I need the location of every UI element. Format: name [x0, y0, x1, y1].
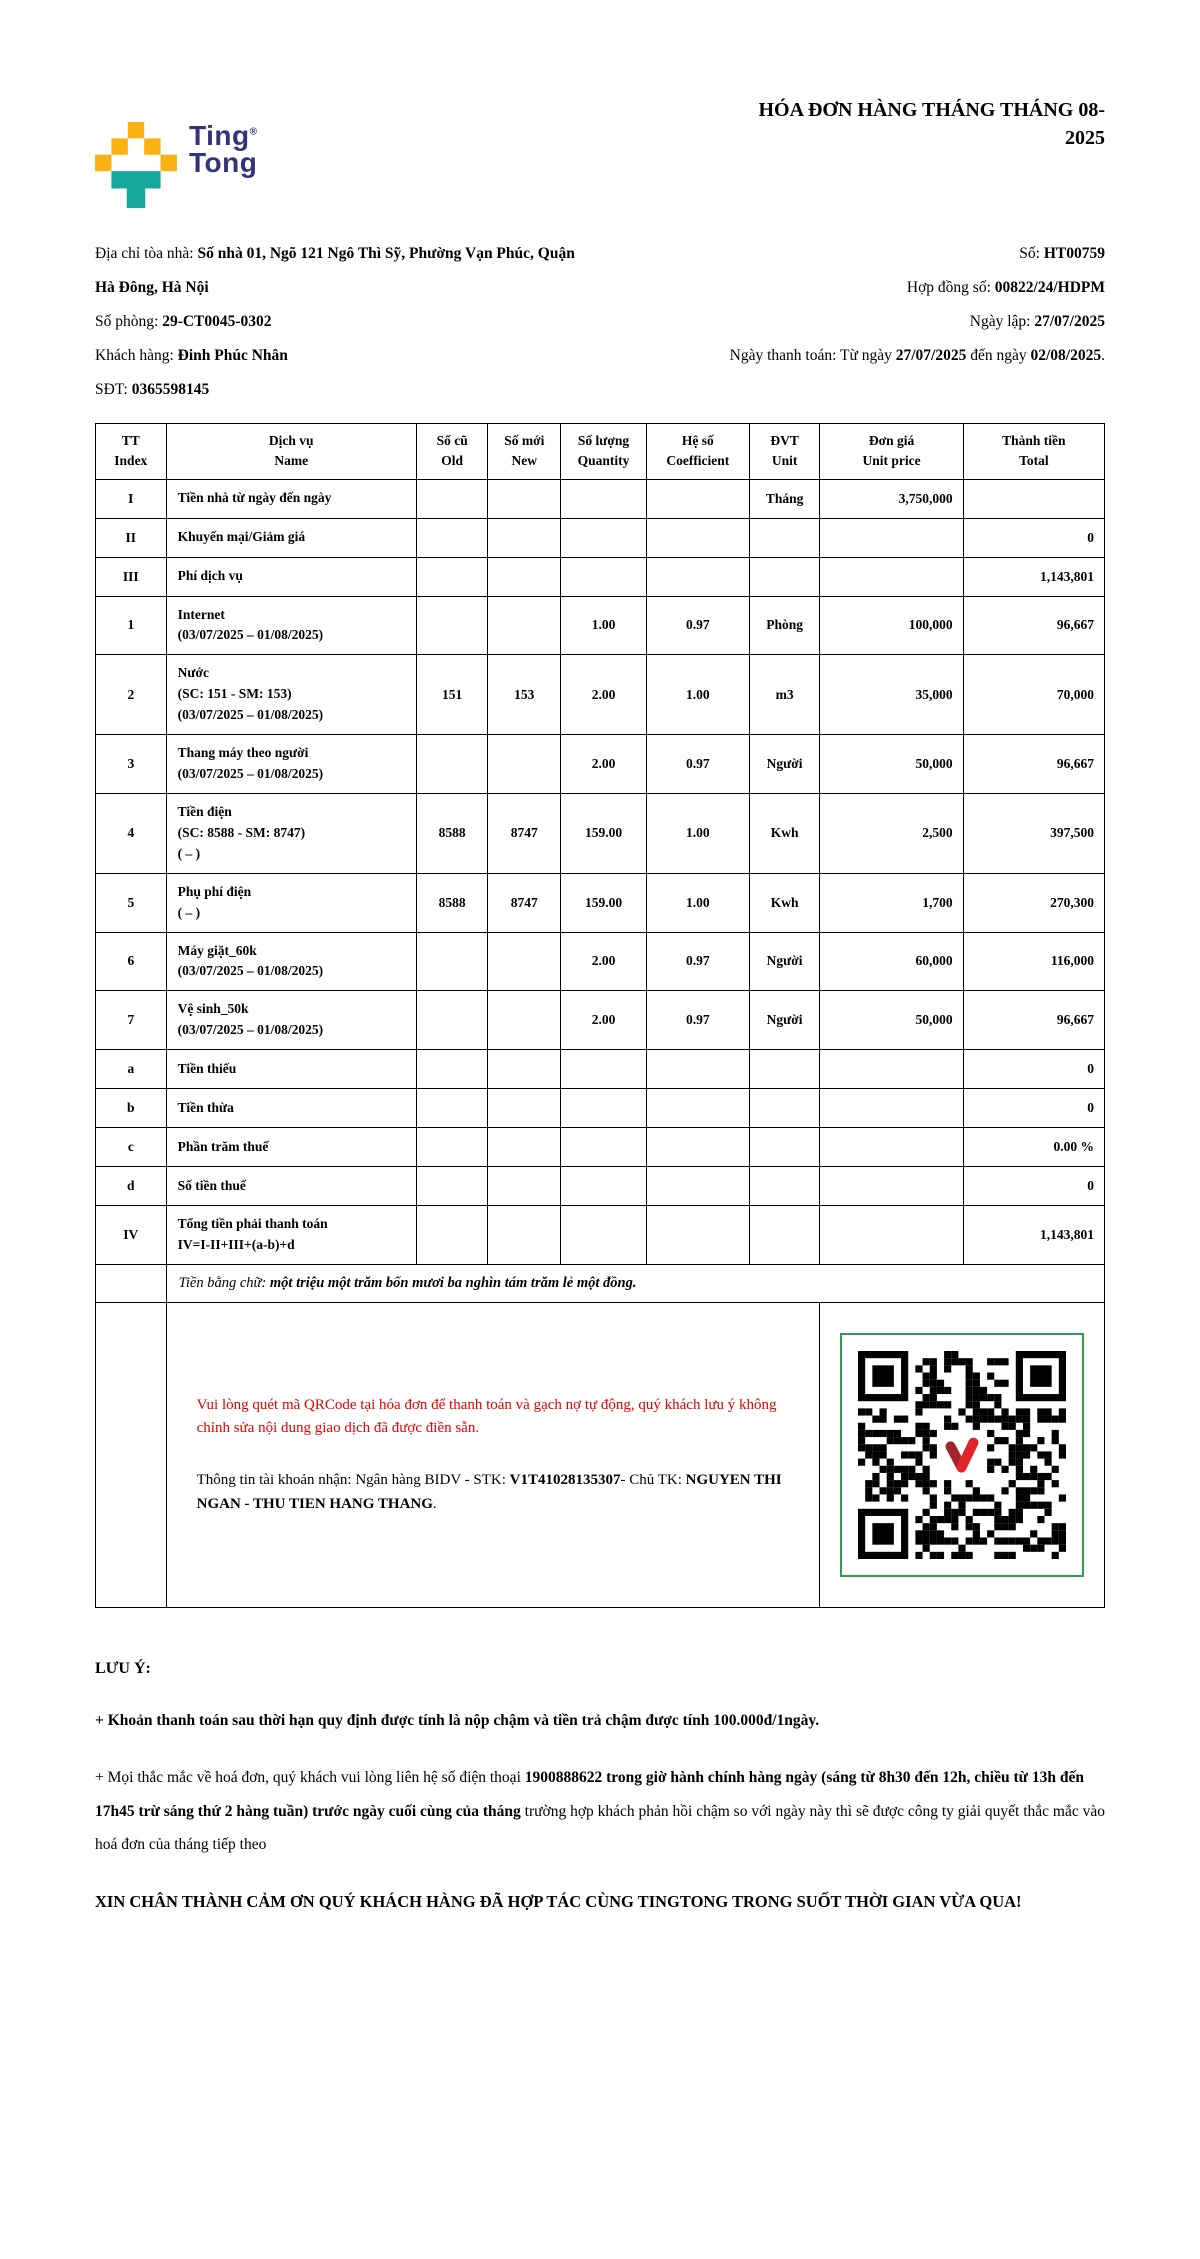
unit-price: 50,000 — [820, 991, 963, 1050]
text-run: 02/08/2025 — [1030, 347, 1102, 364]
unit-price — [820, 1128, 963, 1167]
coefficient: 0.97 — [646, 735, 749, 794]
row-index: 3 — [96, 735, 167, 794]
table-row — [96, 991, 1105, 1050]
service-name-line: Thang máy theo người — [177, 745, 309, 761]
line-total: 0 — [963, 1167, 1104, 1206]
invoice-title: HÓA ĐƠN HÀNG THÁNG THÁNG 08-2025 — [758, 99, 1105, 149]
service-name-line: ( – ) — [177, 904, 201, 920]
header-index: TT Index — [96, 424, 167, 480]
quantity: 159.00 — [561, 873, 647, 932]
service-name — [166, 655, 416, 735]
service-name-line: (03/07/2025 – 01/08/2025) — [177, 707, 324, 723]
service-name-line: Vệ sinh_50k — [177, 1001, 249, 1017]
service-name — [166, 932, 416, 991]
text-run: + Mọi thắc mắc về hoá đơn, quý khách vui lòng liên hệ số điện thoại — [95, 1769, 525, 1787]
quantity — [561, 557, 647, 596]
unit: Phòng — [749, 596, 820, 655]
unit: Kwh — [749, 793, 820, 873]
table-row — [96, 1128, 1105, 1167]
text-run: 27/07/2025 — [895, 347, 967, 364]
invoice-info-right — [587, 237, 1105, 407]
header-coefficient: Hệ số Coefficient — [646, 424, 749, 480]
unit-price: 50,000 — [820, 735, 963, 794]
old-reading — [416, 518, 488, 557]
text-run: . — [432, 1496, 437, 1513]
header-total: Thành tiền Total — [963, 424, 1104, 480]
registered-mark: ® — [249, 126, 258, 138]
issue-date-line: Ngày lập: 27/07/2025 — [969, 313, 1105, 330]
qr-scan-note: Vui lòng quét mã QRCode tại hóa đơn để thanh toán và gạch nợ tự động, quý khách lưu ý không chỉnh sửa nội dung giao dịch đã được điền sẵn. — [196, 1396, 777, 1437]
service-name — [166, 793, 416, 873]
payment-date-line — [587, 339, 1105, 373]
new-reading: 8747 — [488, 793, 561, 873]
contract-number-line: Hợp đồng số: 00822/24/HDPM — [906, 279, 1105, 296]
unit-price — [820, 1167, 963, 1206]
header-quantity: Số lượng Quantity — [561, 424, 647, 480]
coefficient: 1.00 — [646, 655, 749, 735]
room-number-line: Số phòng: 29-CT0045-0302 — [95, 313, 272, 330]
new-reading — [488, 991, 561, 1050]
quantity — [561, 1128, 647, 1167]
service-name-line: ( – ) — [177, 845, 201, 861]
empty-index-cell — [96, 1265, 167, 1303]
quantity — [561, 1089, 647, 1128]
new-reading — [488, 1167, 561, 1206]
table-row — [96, 1050, 1105, 1089]
service-name — [166, 557, 416, 596]
service-name — [166, 1089, 416, 1128]
coefficient: 1.00 — [646, 873, 749, 932]
new-reading — [488, 1128, 561, 1167]
new-reading — [488, 557, 561, 596]
line-total: 116,000 — [963, 932, 1104, 991]
table-row — [96, 873, 1105, 932]
payment-instructions-cell — [166, 1303, 820, 1608]
text-run: - Chủ TK: — [620, 1472, 686, 1489]
quantity — [561, 479, 647, 518]
unit: Người — [749, 932, 820, 991]
unit — [749, 557, 820, 596]
table-row — [96, 793, 1105, 873]
new-reading — [488, 1050, 561, 1089]
old-reading — [416, 1089, 488, 1128]
row-index: I — [96, 479, 167, 518]
text-run: . — [1101, 347, 1105, 364]
new-reading — [488, 1206, 561, 1265]
unit: Kwh — [749, 873, 820, 932]
service-name — [166, 479, 416, 518]
service-name-line: Số tiền thuế — [177, 1177, 246, 1193]
document-header — [95, 96, 1105, 213]
quantity — [561, 1050, 647, 1089]
unit-price: 2,500 — [820, 793, 963, 873]
coefficient — [646, 479, 749, 518]
text-run: trường hợp khách phản hồi chậm so với ngày này thì sẽ được công ty giải quyết thắc mắc vào hoá đơn của tháng tiếp theo — [95, 1802, 1105, 1854]
unit-price: 3,750,000 — [820, 479, 963, 518]
quantity — [561, 1167, 647, 1206]
row-index: 4 — [96, 793, 167, 873]
old-reading — [416, 1167, 488, 1206]
old-reading: 8588 — [416, 793, 488, 873]
services-table — [95, 423, 1105, 1608]
notes-section — [95, 1660, 1105, 1920]
customer-line: Khách hàng: Đinh Phúc Nhân — [95, 347, 288, 364]
brand-logo — [95, 122, 257, 213]
coefficient — [646, 1050, 749, 1089]
unit: Tháng — [749, 479, 820, 518]
new-reading — [488, 518, 561, 557]
receiving-account-info — [197, 1468, 790, 1516]
service-name — [166, 518, 416, 557]
service-name-line: Tiền nhà từ ngày đến ngày — [177, 490, 332, 506]
coefficient — [646, 1206, 749, 1265]
quantity: 2.00 — [561, 991, 647, 1050]
service-name — [166, 1050, 416, 1089]
line-total: 96,667 — [963, 991, 1104, 1050]
table-row — [96, 596, 1105, 655]
amount-in-words-label: Tiền bằng chữ: — [178, 1275, 270, 1292]
service-name-line: (SC: 151 - SM: 153) — [177, 686, 292, 702]
row-index: a — [96, 1050, 167, 1089]
invoice-info-left — [95, 237, 587, 407]
qr-code — [840, 1333, 1084, 1577]
quantity: 2.00 — [561, 735, 647, 794]
service-name-line: Phụ phí điện — [177, 883, 252, 899]
line-total: 96,667 — [963, 596, 1104, 655]
row-index: d — [96, 1167, 167, 1206]
old-reading — [416, 596, 488, 655]
line-total: 0 — [963, 1089, 1104, 1128]
quantity: 2.00 — [561, 655, 647, 735]
service-name — [166, 873, 416, 932]
line-total — [963, 479, 1104, 518]
service-name — [166, 991, 416, 1050]
unit-price — [820, 1206, 963, 1265]
old-reading — [416, 1128, 488, 1167]
old-reading — [416, 1050, 488, 1089]
quantity: 159.00 — [561, 793, 647, 873]
service-name — [166, 596, 416, 655]
text-run: NGUYEN THI NGAN - THU TIEN HANG THANG — [196, 1472, 782, 1513]
row-index: 1 — [96, 596, 167, 655]
unit — [749, 1128, 820, 1167]
line-total: 0 — [963, 518, 1104, 557]
unit-price — [820, 518, 963, 557]
service-name — [166, 1206, 416, 1265]
unit-price — [820, 557, 963, 596]
unit — [749, 1206, 820, 1265]
service-name-line: Máy giặt_60k — [177, 942, 257, 958]
table-row — [96, 518, 1105, 557]
coefficient: 0.97 — [646, 596, 749, 655]
row-index: IV — [96, 1206, 167, 1265]
table-row — [96, 479, 1105, 518]
coefficient — [646, 1128, 749, 1167]
new-reading: 8747 — [488, 873, 561, 932]
coefficient: 0.97 — [646, 932, 749, 991]
row-index: c — [96, 1128, 167, 1167]
new-reading — [488, 596, 561, 655]
row-index: III — [96, 557, 167, 596]
table-row — [96, 735, 1105, 794]
header-old: Số cũ Old — [416, 424, 488, 480]
table-row — [96, 932, 1105, 991]
unit — [749, 518, 820, 557]
service-name-line: (03/07/2025 – 01/08/2025) — [177, 1022, 324, 1038]
coefficient — [646, 1167, 749, 1206]
invoice-number-line: Số: HT00759 — [1019, 245, 1105, 262]
table-row — [96, 1206, 1105, 1265]
table-row — [96, 1089, 1105, 1128]
quantity — [561, 518, 647, 557]
text-run: + Khoản thanh toán sau thời hạn quy định được tính là nộp chậm và tiền trả chậm được tính 100.000đ/1ngày. — [95, 1712, 820, 1730]
header-new: Số mới New — [488, 424, 561, 480]
service-name — [166, 1167, 416, 1206]
service-name-line: (03/07/2025 – 01/08/2025) — [177, 627, 324, 643]
unit-price: 1,700 — [820, 873, 963, 932]
unit — [749, 1050, 820, 1089]
old-reading — [416, 1206, 488, 1265]
unit-price: 100,000 — [820, 596, 963, 655]
unit: m3 — [749, 655, 820, 735]
table-row — [96, 1167, 1105, 1206]
row-index: 2 — [96, 655, 167, 735]
hotline-note — [95, 1761, 1105, 1861]
coefficient — [646, 518, 749, 557]
row-index: b — [96, 1089, 167, 1128]
quantity — [561, 1206, 647, 1265]
red-v-icon — [938, 1431, 986, 1479]
table-header-row — [96, 424, 1105, 480]
unit-price — [820, 1089, 963, 1128]
amount-in-words — [166, 1265, 1104, 1303]
line-total: 1,143,801 — [963, 557, 1104, 596]
line-total: 70,000 — [963, 655, 1104, 735]
service-name-line: Nước — [177, 665, 209, 681]
row-index: II — [96, 518, 167, 557]
thank-you-note: XIN CHÂN THÀNH CẢM ƠN QUÝ KHÁCH HÀNG ĐÃ HỢP TÁC CÙNG TINGTONG TRONG SUỐT THỜI GIAN VỪA QUA! — [95, 1892, 1022, 1912]
empty-index-cell — [96, 1303, 167, 1608]
row-index: 6 — [96, 932, 167, 991]
coefficient — [646, 1089, 749, 1128]
new-reading — [488, 1089, 561, 1128]
text-run: trước ngày cuối cùng của tháng — [312, 1802, 521, 1820]
unit-price: 60,000 — [820, 932, 963, 991]
brand-wordmark — [189, 122, 257, 177]
service-name-line: Khuyến mại/Giảm giá — [177, 529, 306, 545]
quantity: 2.00 — [561, 932, 647, 991]
header-service: Dịch vụ Name — [166, 424, 416, 480]
table-row — [96, 655, 1105, 735]
building-address-line: Địa chỉ tòa nhà: Số nhà 01, Ngõ 121 Ngô Thì Sỹ, Phường Vạn Phúc, Quận Hà Đông, Hà Nội — [95, 245, 575, 296]
service-name-line: IV=I-II+III+(a-b)+d — [177, 1237, 295, 1253]
old-reading — [416, 479, 488, 518]
coefficient: 1.00 — [646, 793, 749, 873]
service-name — [166, 1128, 416, 1167]
unit — [749, 1089, 820, 1128]
text-run: 1900888622 trong giờ hành chính hàng ngày (sáng từ 8h30 đến 12h, chiều từ 13h đến 17h45 trừ sáng thứ 2 hàng tuần) — [95, 1769, 1084, 1820]
amount-in-words-row — [96, 1265, 1105, 1303]
new-reading — [488, 735, 561, 794]
table-row — [96, 557, 1105, 596]
old-reading — [416, 735, 488, 794]
unit — [749, 1167, 820, 1206]
unit: Người — [749, 991, 820, 1050]
old-reading — [416, 932, 488, 991]
qr-payment-row — [96, 1303, 1105, 1608]
new-reading — [488, 932, 561, 991]
old-reading — [416, 557, 488, 596]
row-index: 5 — [96, 873, 167, 932]
old-reading: 151 — [416, 655, 488, 735]
line-total: 96,667 — [963, 735, 1104, 794]
service-name-line: Tiền điện — [177, 803, 232, 819]
brand-word-tong: Tong — [189, 147, 258, 179]
tingtong-pixel-arrow-icon — [95, 122, 177, 213]
service-name — [166, 735, 416, 794]
header-unit: ĐVT Unit — [749, 424, 820, 480]
old-reading: 8588 — [416, 873, 488, 932]
new-reading — [488, 479, 561, 518]
service-name-line: Tiền thừa — [177, 1099, 234, 1115]
service-name-line: Internet — [177, 606, 225, 622]
text-run: Thông tin tài khoản nhận: Ngân hàng BIDV - STK: — [196, 1472, 510, 1489]
service-name-line: Phí dịch vụ — [177, 568, 243, 584]
service-name-line: Phần trăm thuế — [177, 1138, 269, 1154]
brand-word-ting: Ting® — [189, 120, 258, 151]
invoice-info — [95, 237, 1105, 407]
coefficient — [646, 557, 749, 596]
unit-price: 35,000 — [820, 655, 963, 735]
service-name-line: Tổng tiền phải thanh toán — [177, 1216, 328, 1232]
coefficient: 0.97 — [646, 991, 749, 1050]
late-payment-note — [95, 1704, 1105, 1737]
amount-in-words-value: một triệu một trăm bốn mươi ba nghìn tám trăm lẻ một đồng. — [269, 1275, 637, 1292]
text-run: Ngày thanh toán: Từ ngày — [729, 347, 896, 364]
old-reading — [416, 991, 488, 1050]
notes-heading: LƯU Ý: — [95, 1660, 151, 1678]
service-name-line: (SC: 8588 - SM: 8747) — [177, 824, 306, 840]
new-reading: 153 — [488, 655, 561, 735]
unit: Người — [749, 735, 820, 794]
line-total: 0 — [963, 1050, 1104, 1089]
row-index: 7 — [96, 991, 167, 1050]
quantity: 1.00 — [561, 596, 647, 655]
service-name-line: (03/07/2025 – 01/08/2025) — [177, 963, 324, 979]
line-total: 270,300 — [963, 873, 1104, 932]
service-name-line: (03/07/2025 – 01/08/2025) — [177, 766, 324, 782]
unit-price — [820, 1050, 963, 1089]
service-name-line: Tiền thiếu — [177, 1060, 237, 1076]
line-total: 0.00 % — [963, 1128, 1104, 1167]
line-total: 397,500 — [963, 793, 1104, 873]
text-run: V1T41028135307 — [509, 1472, 621, 1489]
phone-line: SĐT: 0365598145 — [95, 381, 210, 398]
line-total: 1,143,801 — [963, 1206, 1104, 1265]
header-unit-price: Đơn giá Unit price — [820, 424, 963, 480]
text-run: đến ngày — [966, 347, 1031, 364]
qr-code-cell — [820, 1303, 1105, 1608]
